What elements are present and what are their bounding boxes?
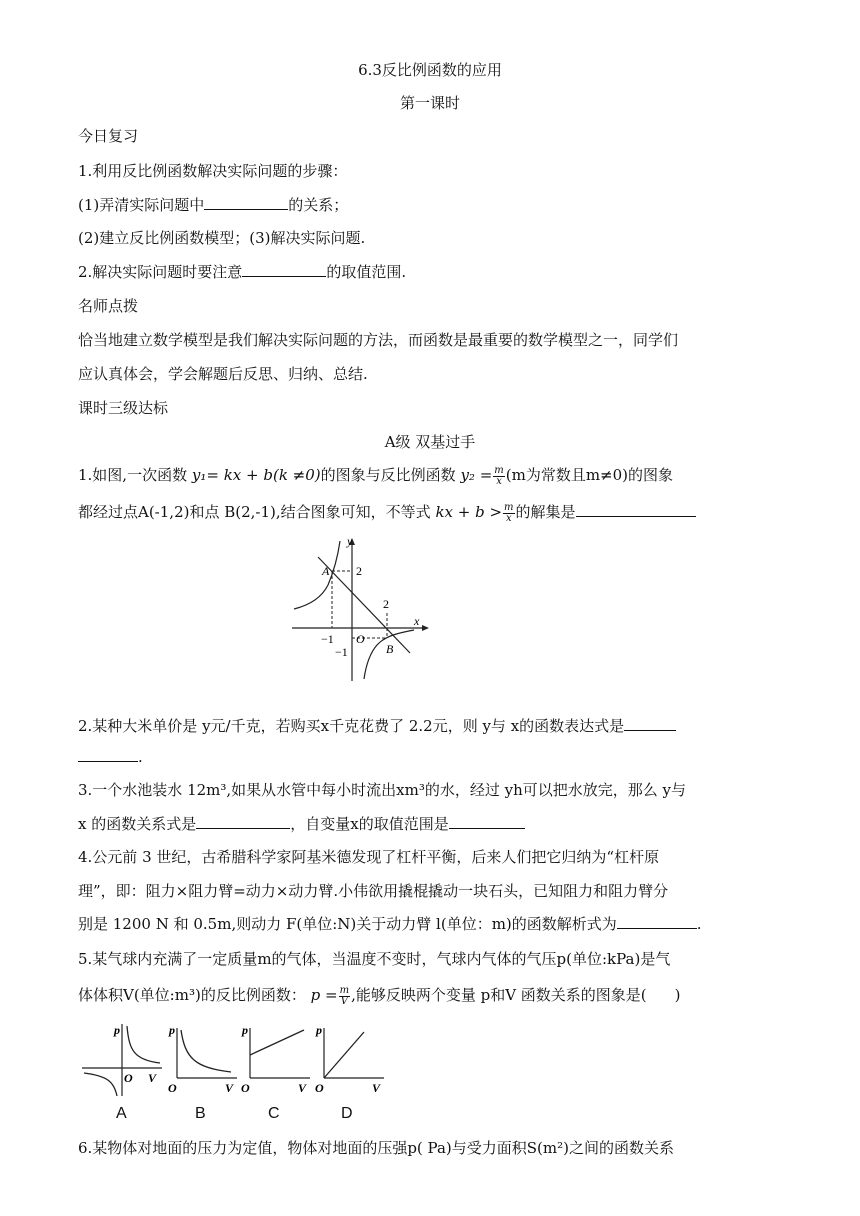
option-a-curve-1 (127, 1026, 160, 1063)
graph-tick-ym1: −1 (335, 645, 348, 659)
option-a-label[interactable]: A (116, 1105, 127, 1122)
graph-x-label: x (414, 614, 420, 628)
option-c-graph[interactable] (238, 1020, 318, 1100)
q1-text-5: 的解集是 (515, 503, 576, 521)
review-heading: 今日复习 (78, 127, 139, 145)
review-item-2-end: 的取值范围. (326, 263, 407, 281)
q3-line-2 (78, 814, 788, 834)
q6-line-1: 6.某物体对地面的压力为定值，物体对地面的压强p( Pa)与受力面积S(m²)之间的函数关系 (78, 1139, 674, 1157)
option-d-p: p (316, 1023, 322, 1037)
graph-point-a-label: A (322, 564, 330, 578)
q5-line-1: 5.某气球内充满了一定质量m的气体，当温度不变时，气球内气体的气压p(单位:kPa)是气 (78, 950, 671, 968)
option-d-v: V (372, 1081, 381, 1095)
option-c-label[interactable]: C (268, 1105, 280, 1122)
q5-text: 体体积V(单位:m³)的反比例函数： (78, 986, 306, 1004)
answer-blank[interactable] (449, 814, 525, 829)
q1-frac-den: x (496, 475, 502, 487)
q1-y2: y₂ = (460, 466, 493, 484)
review-item-1: 1.利用反比例函数解决实际问题的步骤： (78, 162, 348, 180)
q4-end: . (696, 915, 702, 933)
q4-line-3 (78, 914, 788, 934)
x-axis-arrow (422, 625, 429, 631)
q3-text: x 的函数关系式是 (78, 815, 197, 833)
option-a-graph[interactable] (80, 1020, 170, 1100)
q5-fraction (339, 986, 350, 1007)
q1-line-2 (78, 502, 788, 524)
q2-text: 2.某种大米单价是 y元/千克，若购买x千克花费了 2.2元，则 y与 x的函数表达式是 (78, 717, 625, 735)
review-item-1a-text: (1)弄清实际问题中 (78, 196, 205, 214)
q1-frac2-num: m (504, 501, 514, 513)
option-d-graph[interactable] (312, 1020, 392, 1100)
option-c-o: O (241, 1081, 250, 1095)
option-c-line (250, 1030, 304, 1055)
q5-paren: ) (674, 986, 681, 1004)
q3-text-2: ，自变量x的取值范围是 (290, 815, 449, 833)
q1-inequality: kx + b > (435, 503, 503, 521)
q1-fraction (493, 466, 504, 487)
answer-blank[interactable] (617, 914, 697, 929)
option-d-label[interactable]: D (341, 1105, 353, 1122)
tips-heading: 名师点拨 (78, 297, 139, 315)
answer-blank[interactable] (78, 747, 138, 762)
review-item-1a-end: 的关系； (288, 196, 349, 214)
page-subtitle: 第一课时 (399, 94, 460, 112)
option-a-curve-2 (84, 1073, 117, 1096)
q2-line-2 (78, 747, 788, 767)
q1-text-2: 的图象与反比例函数 (320, 466, 456, 484)
option-a-p: p (114, 1023, 120, 1037)
q1-text-4: 都经过点A(-1,2)和点 B(2,-1),结合图象可知，不等式 (78, 503, 431, 521)
q2-line-1 (78, 716, 788, 736)
graph-tick-x2: 2 (383, 597, 389, 611)
tips-line-2: 应认真体会，学会解题后反思、归纳、总结. (78, 365, 368, 383)
q1-fraction-2 (503, 503, 514, 524)
option-b-graph[interactable] (165, 1020, 245, 1100)
answer-blank[interactable] (242, 262, 326, 277)
option-d-o: O (315, 1081, 324, 1095)
q1-graph (290, 535, 430, 685)
option-d-line (324, 1032, 364, 1078)
answer-blank[interactable] (624, 716, 676, 731)
answer-blank[interactable] (576, 502, 696, 517)
q1-y1: y₁ (191, 466, 207, 484)
answer-blank[interactable] (204, 195, 288, 210)
tips-line-1: 恰当地建立数学模型是我们解决实际问题的方法，而函数是最重要的数学模型之一，同学们 (78, 331, 679, 349)
q1-text: 1.如图,一次函数 (78, 466, 188, 484)
q5-frac-den: V (340, 995, 348, 1007)
q1-text-3: (m为常数且m≠0)的图象 (505, 466, 674, 484)
q1-line-1 (78, 465, 788, 487)
review-item-2-text: 2.解决实际问题时要注意 (78, 263, 243, 281)
q3-line-1: 3.一个水池装水 12m³,如果从水管中每小时流出xm³的水，经过 yh可以把水放完，那么 y与 (78, 781, 687, 799)
page-title: 6.3反比例函数的应用 (358, 61, 502, 79)
graph-point-b-label: B (386, 642, 394, 656)
graph-tick-y2: 2 (356, 564, 362, 578)
review-item-2 (78, 262, 788, 282)
graph-y-label: y (347, 534, 353, 548)
option-c-v: V (298, 1081, 307, 1095)
option-c-p: p (242, 1023, 248, 1037)
q5-line-2 (78, 985, 788, 1007)
option-b-o: O (168, 1081, 177, 1095)
option-b-label[interactable]: B (195, 1105, 206, 1122)
level-heading: A级 双基过手 (384, 433, 476, 451)
hyperbola-left-branch (294, 541, 340, 609)
section-heading: 课时三级达标 (78, 399, 169, 417)
q5-equation: p = (310, 986, 338, 1004)
review-item-1b: (2)建立反比例函数模型；(3)解决实际问题. (78, 229, 366, 247)
q1-frac2-den: x (505, 512, 512, 524)
option-b-v: V (225, 1081, 234, 1095)
option-b-p: p (169, 1023, 175, 1037)
option-b-curve (181, 1030, 231, 1072)
graph-tick-xm1: −1 (321, 632, 334, 646)
option-a-v: V (148, 1071, 157, 1085)
q5-text-2: ,能够反映两个变量 p和V 函数关系的图象是( (351, 986, 647, 1004)
q4-line-2: 理”，即：阻力×阻力臂=动力×动力臂.小伟欲用撬棍撬动一块石头，已知阻力和阻力臂分 (78, 882, 669, 900)
q4-text: 别是 1200 N 和 0.5m,则动力 F(单位:N)关于动力臂 l(单位：m)的函数解析式为 (78, 915, 617, 933)
q4-line-1: 4.公元前 3 世纪，古希腊科学家阿基米德发现了杠杆平衡，后来人们把它归纳为“杠杆原 (78, 848, 660, 866)
review-item-1a (78, 195, 788, 215)
q1-frac-num: m (494, 464, 504, 476)
q5-frac-num: m (339, 984, 350, 996)
graph-origin-label: O (356, 632, 365, 646)
q2-end: . (138, 748, 143, 766)
option-a-o: O (124, 1071, 133, 1085)
answer-blank[interactable] (196, 814, 290, 829)
q1-eq1: = kx + b(k ≠0) (206, 466, 321, 484)
